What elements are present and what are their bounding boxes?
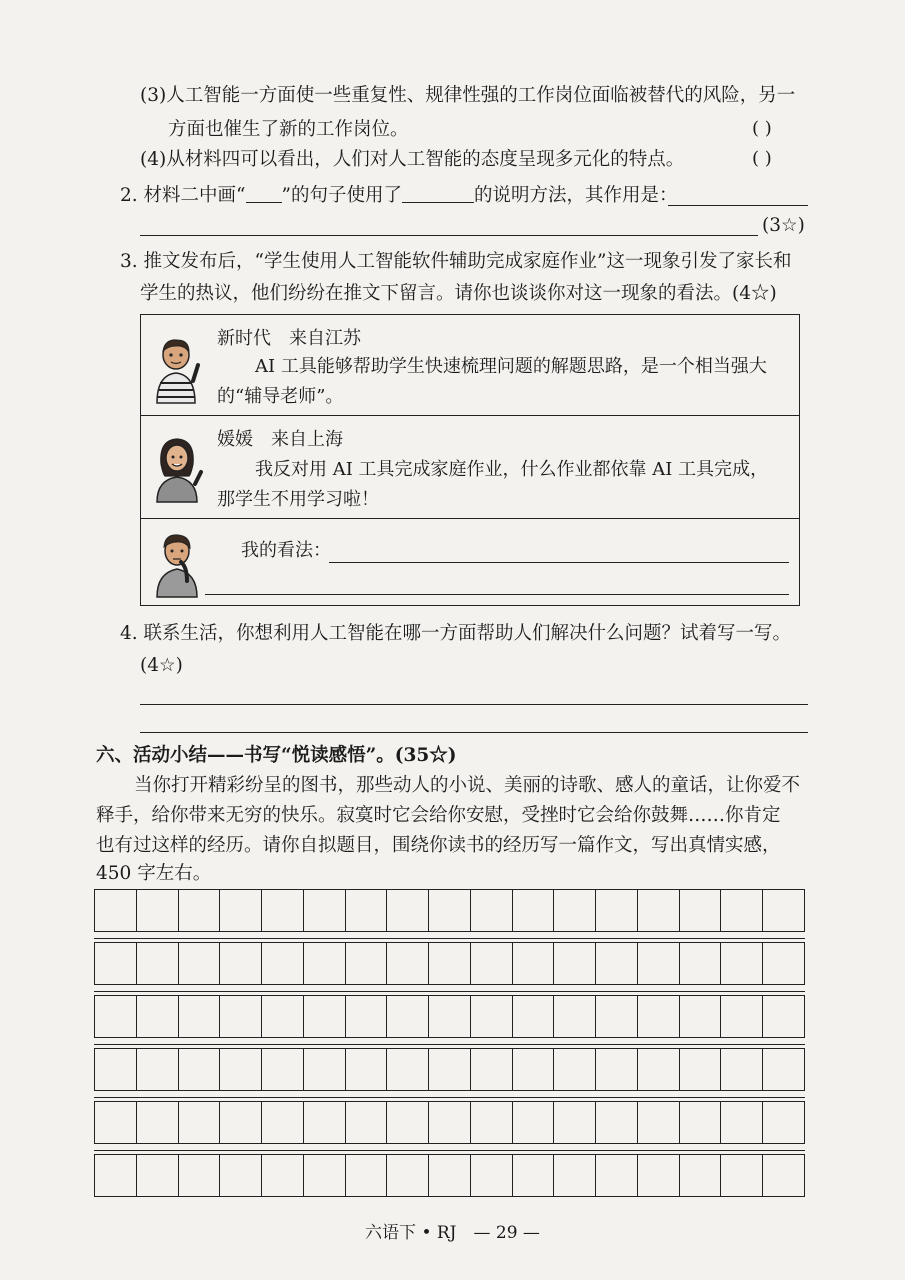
- section6-para-line3: 也有过这样的经历。请你自拟题目，围绕你读书的经历写一篇作文，写出真情实感，: [96, 835, 781, 856]
- comment-1-user: 新时代 来自江苏: [217, 328, 361, 349]
- q2-part1: 2. 材料二中画“: [120, 185, 246, 206]
- q2-blank-method[interactable]: [402, 184, 474, 203]
- comment-2-user: 媛媛 来自上海: [217, 429, 343, 450]
- q2-part3: 的说明方法，其作用是：: [473, 185, 678, 206]
- q4-line2: (4☆): [140, 655, 183, 676]
- my-view-row: [141, 519, 799, 605]
- comment-1-line2: 的“辅导老师”。: [217, 386, 344, 407]
- thinking-boy-avatar-icon: [151, 529, 205, 599]
- writing-grid-row[interactable]: [94, 1101, 805, 1144]
- comment-row: [141, 315, 799, 416]
- q1-item3-answer[interactable]: ( ): [752, 118, 772, 139]
- grid-separator: [94, 1150, 805, 1151]
- section6-para-line1: 当你打开精彩纷呈的图书，那些动人的小说、美丽的诗歌、感人的童话，让你爱不: [134, 775, 801, 796]
- grid-separator: [94, 938, 805, 939]
- q2-answer-line-2[interactable]: [140, 235, 758, 236]
- q1-item3-line2: 方面也催生了新的工作岗位。: [168, 119, 409, 140]
- q1-item4: (4)从材料四可以看出，人们对人工智能的态度呈现多元化的特点。: [140, 149, 685, 170]
- comment-row: [141, 416, 799, 519]
- writing-grid-row[interactable]: [94, 1048, 805, 1091]
- section6-title: 六、活动小结——书写“悦读感悟”。(35☆): [96, 745, 457, 766]
- comments-table: [140, 314, 800, 606]
- q3-line1: 3. 推文发布后，“学生使用人工智能软件辅助完成家庭作业”这一现象引发了家长和: [120, 251, 792, 272]
- my-view-label: 我的看法：: [241, 540, 331, 561]
- comment-2-line1: 我反对用 AI 工具完成家庭作业，什么作业都依靠 AI 工具完成，: [255, 459, 769, 480]
- girl-avatar-icon: [151, 434, 205, 504]
- comment-2-line2: 那学生不用学习啦！: [217, 489, 379, 510]
- q2-question: [120, 184, 677, 208]
- my-view-line-2[interactable]: [205, 594, 789, 595]
- q3-line2: 学生的热议，他们纷纷在推文下留言。请你也谈谈你对这一现象的看法。(4☆): [140, 283, 777, 304]
- section6-para-line4: 450 字左右。: [96, 863, 212, 884]
- grid-separator: [94, 1044, 805, 1045]
- writing-grid-row[interactable]: [94, 995, 805, 1038]
- writing-grid-row[interactable]: [94, 889, 805, 932]
- q4-line1: 4. 联系生活，你想利用人工智能在哪一方面帮助人们解决什么问题？试着写一写。: [120, 623, 792, 644]
- grid-separator: [94, 991, 805, 992]
- q1-item3-line1: (3)人工智能一方面使一些重复性、规律性强的工作岗位面临被替代的风险，另一: [140, 85, 796, 106]
- q2-score: (3☆): [762, 215, 805, 236]
- q2-answer-line-1[interactable]: [668, 205, 808, 206]
- my-view-line-1[interactable]: [329, 562, 789, 563]
- q2-blank-mark[interactable]: [246, 184, 282, 203]
- writing-grid-row[interactable]: [94, 1154, 805, 1197]
- q1-item4-answer[interactable]: ( ): [752, 148, 772, 169]
- grid-separator: [94, 1097, 805, 1098]
- q4-answer-line-2[interactable]: [140, 732, 808, 733]
- comment-1-line1: AI 工具能够帮助学生快速梳理问题的解题思路，是一个相当强大: [255, 356, 767, 377]
- q4-answer-line-1[interactable]: [140, 704, 808, 705]
- boy-avatar-icon: [151, 335, 205, 405]
- page-footer: 六语下 • RJ — 29 —: [365, 1223, 540, 1243]
- section6-para-line2: 释手，给你带来无穷的快乐。寂寞时它会给你安慰，受挫时它会给你鼓舞……你肯定: [96, 805, 781, 826]
- q2-part2: ”的句子使用了: [281, 185, 402, 206]
- writing-grid-row[interactable]: [94, 942, 805, 985]
